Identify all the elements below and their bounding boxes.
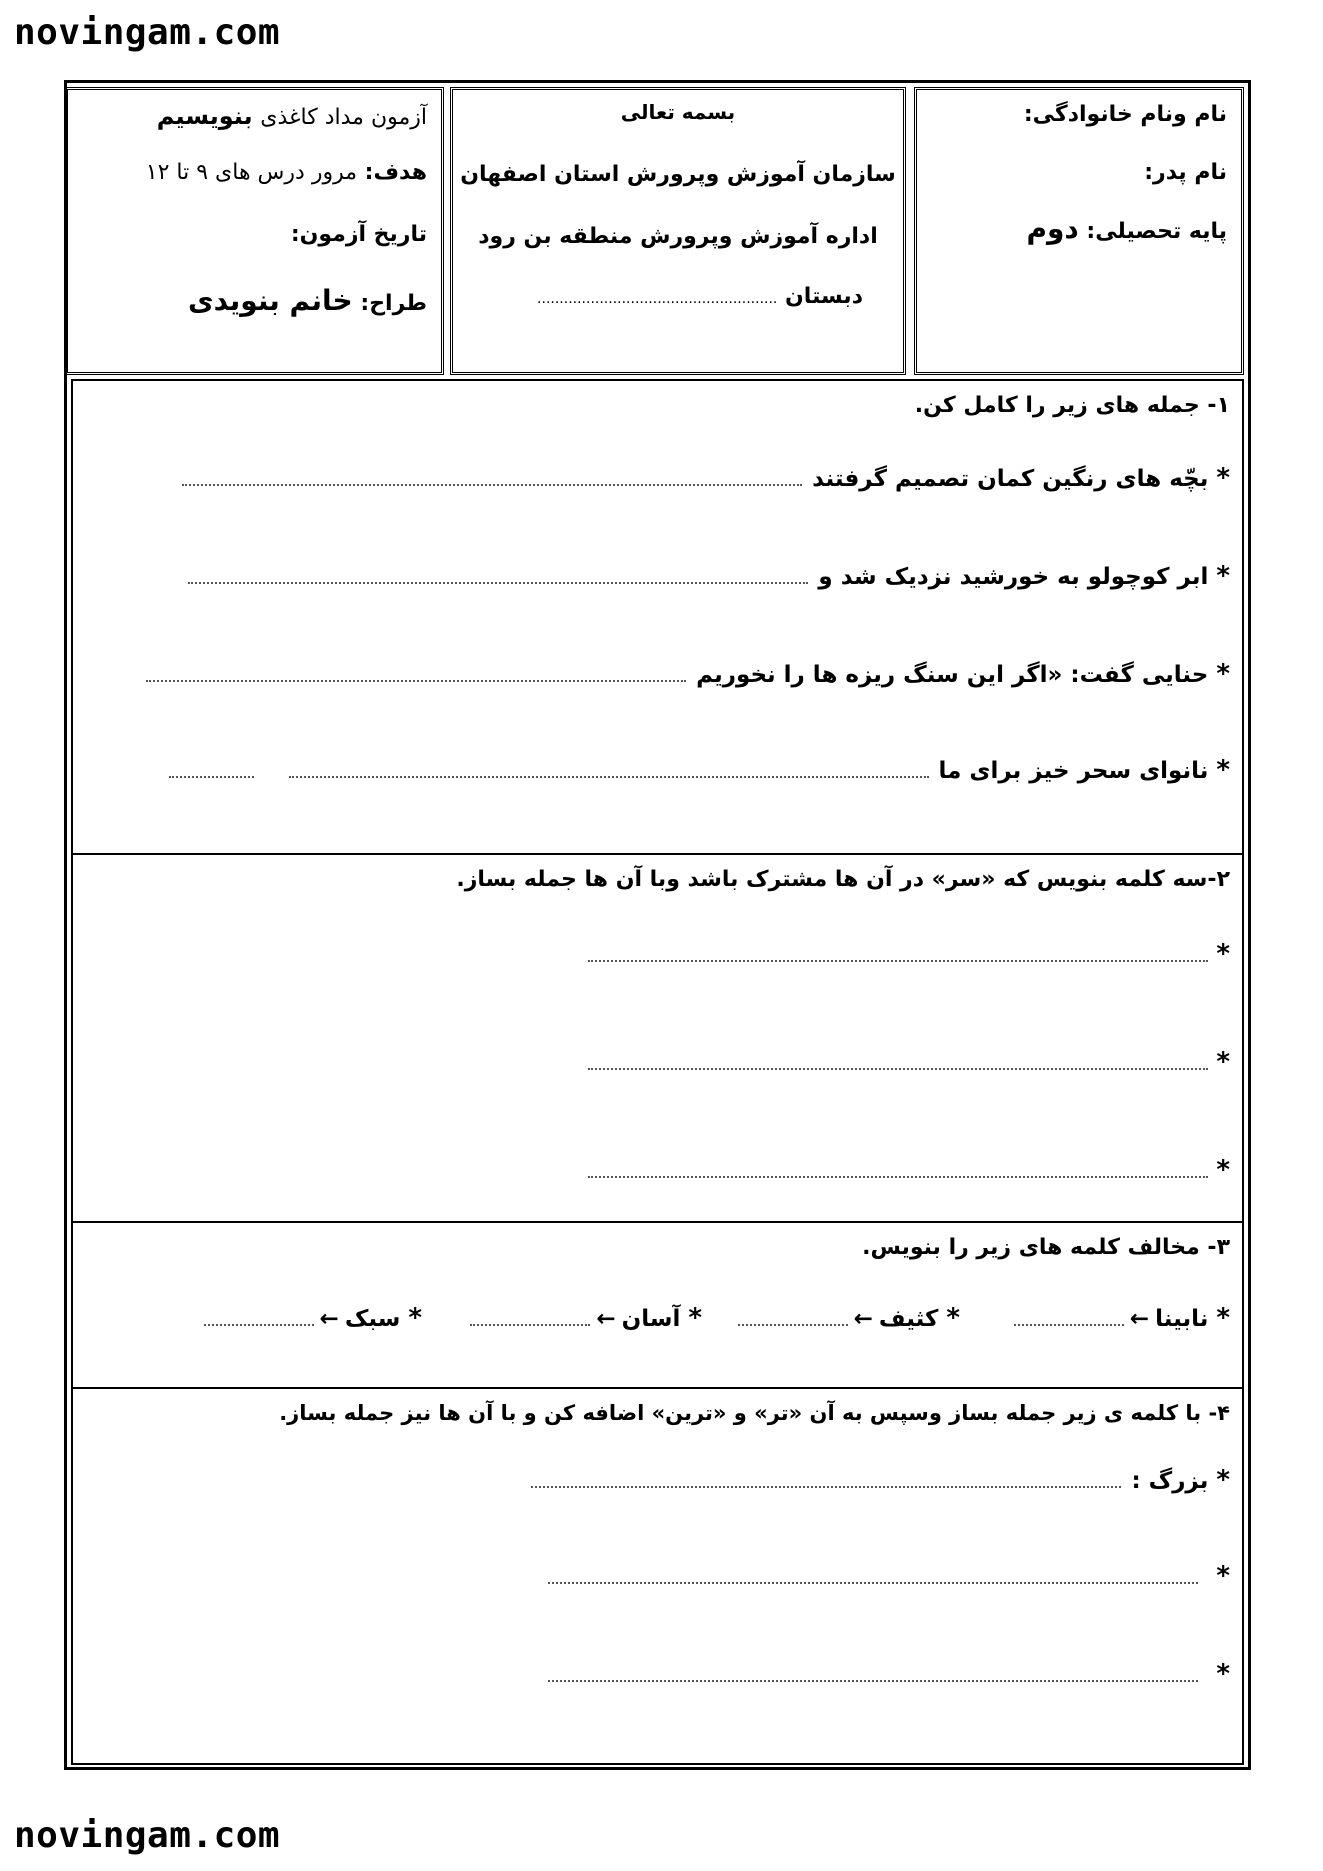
org-name: سازمان آموزش وپرورش استان اصفهان (460, 162, 896, 187)
opposite-item (1014, 1303, 1230, 1333)
question-1-title: ۱- جمله های زیر را کامل کن. (914, 393, 1230, 418)
question-2-title: ۲-سه کلمه بنویس که «سر» در آن ها مشترک باشد وبا آن ها جمله بساز. (456, 867, 1230, 892)
answer-line[interactable] (588, 1067, 1208, 1070)
answer-line[interactable] (146, 679, 686, 682)
grade-value: دوم (1026, 212, 1079, 245)
bullet-star: * (946, 1303, 960, 1333)
designer-label: طراح: (360, 291, 427, 316)
opposite-word: نابینا (1155, 1306, 1209, 1332)
watermark-bottom: novingam.com (14, 1815, 281, 1856)
answer-line[interactable] (548, 1679, 1198, 1682)
answer-line[interactable] (188, 581, 808, 584)
exam-date-label: تاریخ آزمون: (290, 222, 427, 247)
school-info-box (450, 87, 906, 375)
q1-item (188, 561, 1230, 591)
q4-item (548, 1561, 1230, 1591)
designer-row (78, 284, 427, 317)
q4-item (531, 1465, 1230, 1495)
bullet-star: * (408, 1303, 422, 1333)
arrow-left-icon: ← (853, 1306, 873, 1332)
q1-item-text: بچّه های رنگین کمان تصمیم گرفتند (812, 466, 1209, 492)
bullet-star: * (1216, 755, 1230, 785)
question-4-title: ۴- با کلمه ی زیر جمله بساز وسپس به آن «تر» و «ترین» اضافه کن و با آن ها نیز جمله بساز. (279, 1401, 1230, 1425)
q1-item (182, 463, 1230, 493)
exam-sheet (64, 80, 1251, 1770)
goal-row (78, 160, 427, 185)
bullet-star: * (1216, 1561, 1230, 1591)
question-4 (71, 1387, 1244, 1765)
q4-word: بزرگ : (1131, 1468, 1209, 1494)
bullet-star: * (1216, 1465, 1230, 1495)
opposite-item (470, 1303, 702, 1333)
q1-item-text: حنایی گفت: «اگر این سنگ ریزه ها را نخوریم (696, 662, 1209, 688)
answer-line[interactable] (531, 1485, 1121, 1488)
grade-row (927, 212, 1227, 245)
bullet-star: * (1216, 1047, 1230, 1077)
designer-name: خانم بنویدی (187, 284, 353, 317)
answer-line[interactable] (204, 1323, 314, 1326)
school-row (453, 284, 863, 309)
exam-title: آزمون مداد کاغذی (260, 105, 427, 130)
opposite-item (204, 1303, 422, 1333)
opposite-word: کثیف (878, 1306, 939, 1332)
bullet-star: * (1216, 1659, 1230, 1689)
arrow-left-icon: ← (319, 1306, 339, 1332)
q2-item (588, 1155, 1230, 1185)
bullet-star: * (1216, 463, 1230, 493)
question-2 (71, 853, 1244, 1223)
family-name-label: نام ونام خانوادگی: (1023, 102, 1227, 127)
watermark-top: novingam.com (14, 12, 281, 53)
grade-label: پایه تحصیلی: (1086, 219, 1227, 244)
office-name: اداره آموزش وپرورش منطقه بن رود (478, 224, 878, 249)
arrow-left-icon: ← (596, 1306, 616, 1332)
q1-item (146, 659, 1230, 689)
exam-title-row (78, 102, 427, 130)
q1-item-text: نانوای سحر خیز برای ما (938, 758, 1209, 784)
q1-item-text: ابر کوچولو به خورشید نزدیک شد و (818, 564, 1209, 590)
bismillah: بسمه تعالی (620, 100, 736, 124)
student-info-box (914, 87, 1244, 375)
school-blank: ...................................................... (537, 291, 778, 307)
answer-line[interactable] (738, 1323, 848, 1326)
bullet-star: * (688, 1303, 702, 1333)
opposite-word: آسان (621, 1306, 681, 1332)
bullet-star: * (1216, 1155, 1230, 1185)
school-label: دبستان (785, 284, 863, 309)
father-name-label: نام پدر: (1144, 160, 1227, 185)
q2-item (588, 939, 1230, 969)
bullet-star: * (1216, 1303, 1230, 1333)
goal-label: هدف: (364, 160, 427, 185)
arrow-left-icon: ← (1129, 1306, 1150, 1332)
answer-line[interactable] (470, 1323, 590, 1326)
answer-line[interactable] (548, 1581, 1198, 1584)
answer-line[interactable] (588, 1175, 1208, 1178)
q1-item (169, 755, 1231, 785)
bullet-star: * (1216, 659, 1230, 689)
bullet-star: * (1216, 561, 1230, 591)
opposite-word: سبک (344, 1306, 401, 1332)
answer-line[interactable] (1014, 1323, 1124, 1326)
question-3 (71, 1221, 1244, 1389)
q4-item (548, 1659, 1230, 1689)
goal-value: مرور درس های ۹ تا ۱۲ (145, 160, 357, 185)
exam-title-bold: بنویسیم (156, 102, 253, 130)
question-3-title: ۳- مخالف کلمه های زیر را بنویس. (862, 1235, 1230, 1260)
bullet-star: * (1216, 939, 1230, 969)
answer-line[interactable] (182, 483, 802, 486)
question-1 (71, 379, 1244, 855)
exam-header (71, 87, 1244, 375)
answer-line[interactable] (169, 775, 254, 778)
answer-line[interactable] (588, 959, 1208, 962)
exam-info-box (65, 87, 444, 375)
opposite-item (738, 1303, 960, 1333)
answer-line[interactable] (289, 775, 929, 778)
q2-item (588, 1047, 1230, 1077)
